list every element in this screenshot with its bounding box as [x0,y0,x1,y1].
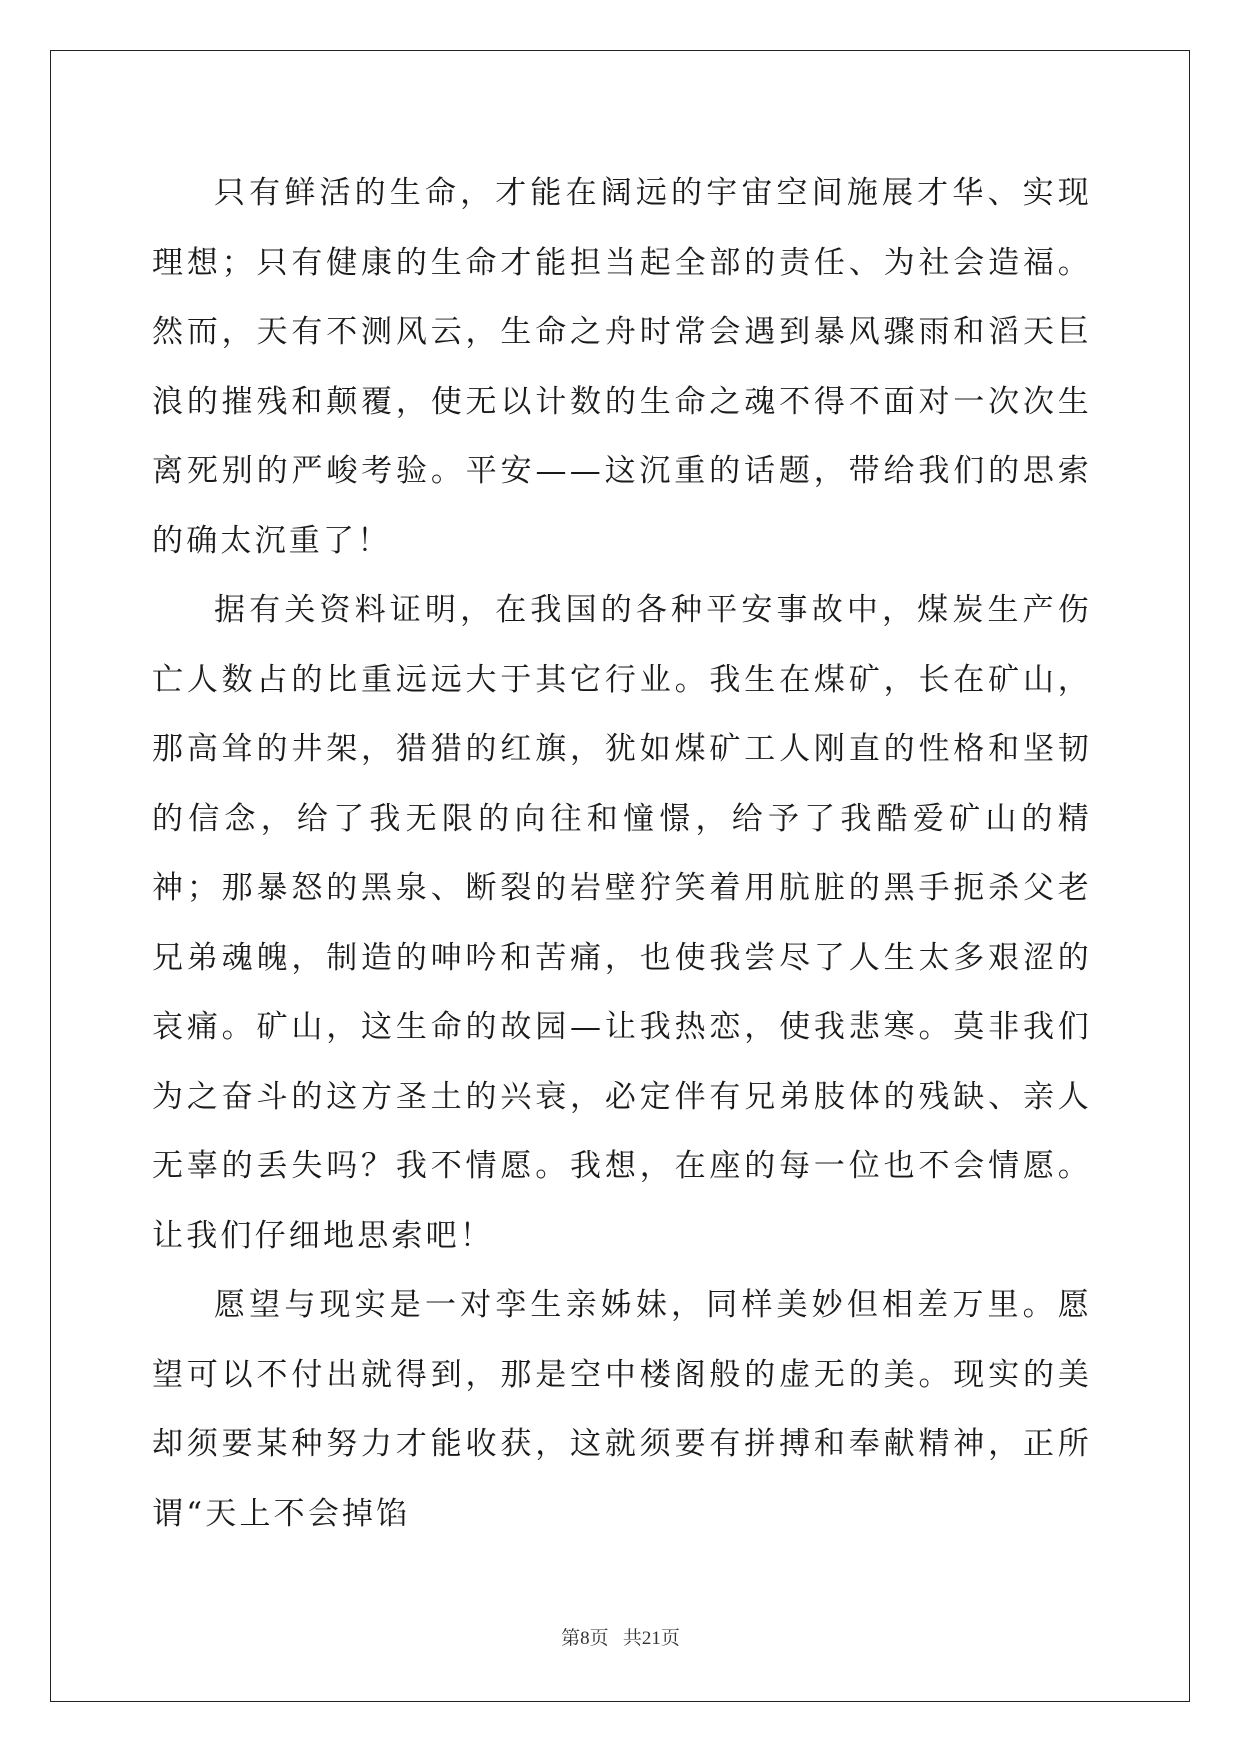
document-body [152,159,1092,1549]
page-footer: 第8页 共21页 [561,1628,680,1649]
paragraph-1: 只有鲜活的生命，才能在阔远的宇宙空间施展才华、实现理想；只有健康的生命才能担当起全部的责任、为社会造福。然而，天有不测风云，生命之舟时常会遇到暴风骤雨和滔天巨浪的摧残和颠覆，使无以计数的生命之魂不得不面对一次次生离死别的严峻考验。平安——这沉重的话题，带给我们的思索的确太沉重了！ [152,175,1092,559]
paragraph-3: 愿望与现实是一对孪生亲姊妹，同样美妙但相差万里。愿望可以不付出就得到，那是空中楼阁般的虚无的美。现实的美却须要某种努力才能收获，这就须要有拼搏和奉献精神，正所谓“天上不会掉馅 [152,1287,1092,1532]
paragraph-2: 据有关资料证明，在我国的各种平安事故中，煤炭生产伤亡人数占的比重远远大于其它行业。我生在煤矿，长在矿山，那高耸的井架，猎猎的红旗，犹如煤矿工人刚直的性格和坚韧的信念，给了我无限的向往和憧憬，给予了我酷爱矿山的精神；那暴怒的黑泉、断裂的岩壁狞笑着用肮脏的黑手扼杀父老兄弟魂魄，制造的呻吟和苦痛，也使我尝尽了人生太多艰涩的哀痛。矿山，这生命的故园—让我热恋，使我悲寒。莫非我们为之奋斗的这方圣土的兴衰，必定伴有兄弟肢体的残缺、亲人无辜的丢失吗？我不情愿。我想，在座的每一位也不会情愿。让我们仔细地思索吧！ [152,592,1092,1254]
